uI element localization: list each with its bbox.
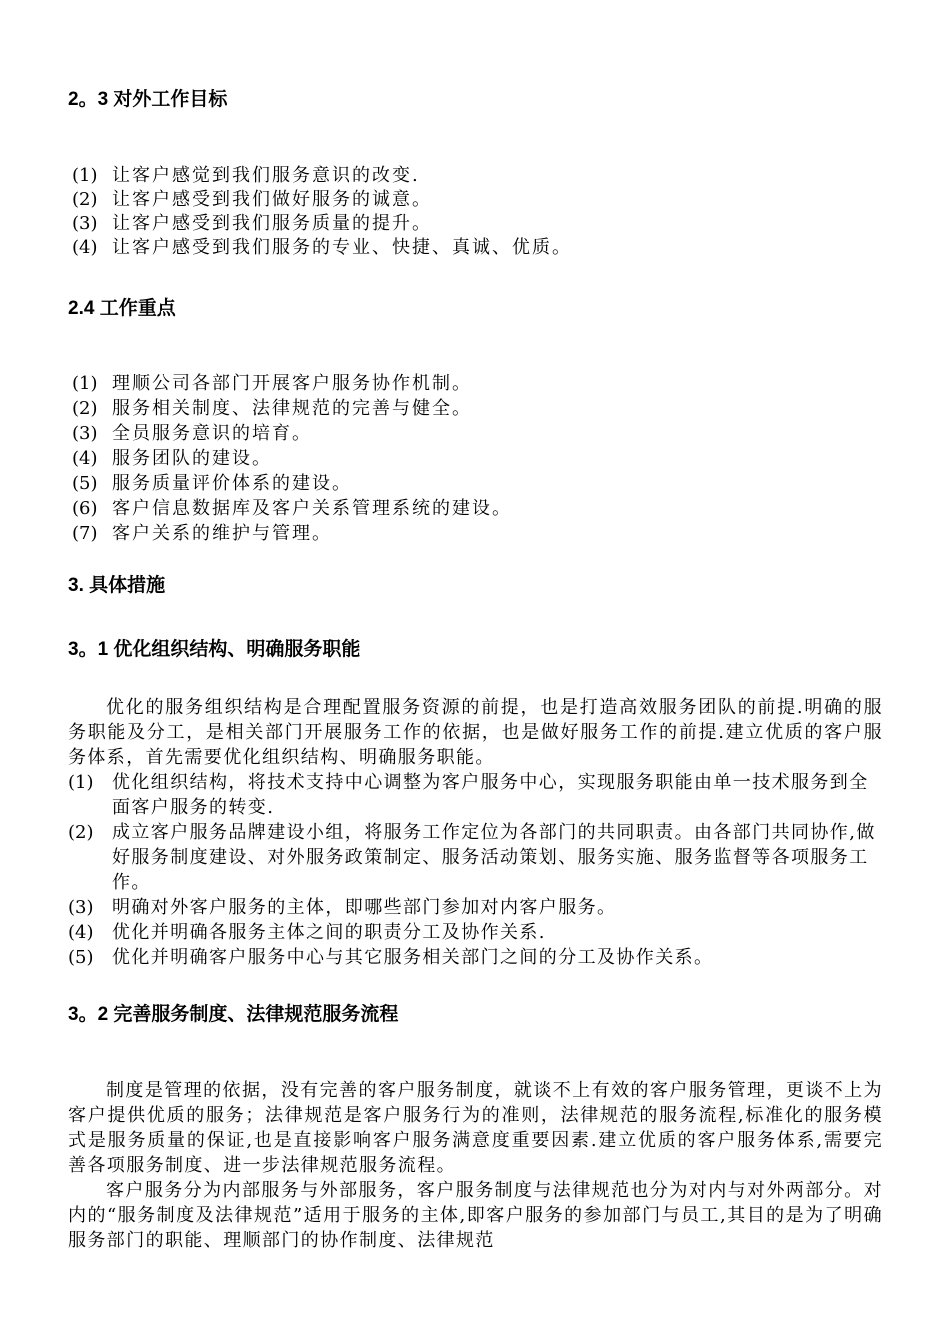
item-text: 理顺公司各部门开展客户服务协作机制。 [112,373,472,394]
list-item [68,920,883,945]
list-item [68,945,883,970]
list-item [72,472,352,496]
item-text: 明确对外客户服务的主体，即哪些部门参加对内客户服务。 [112,897,617,918]
item-text: 客户信息数据库及客户关系管理系统的建设。 [112,498,512,519]
list-item [68,770,883,820]
item-number: (4) [72,237,98,258]
item-text: 优化并明确各服务主体之间的职责分工及协作关系. [112,922,546,943]
item-number: (4) [72,448,98,469]
item-text: 成立客户服务品牌建设小组，将服务工作定位为各部门的共同职责。由各部门共同协作,做好服务制度建设、对外服务政策制定、服务活动策划、服务实施、服务监督等各项服务工作。 [112,822,876,893]
section-heading-3-2: 3。2 完善服务制度、法律规范服务流程 [68,1004,399,1025]
list-item [72,236,572,260]
paragraph: 优化的服务组织结构是合理配置服务资源的前提，也是打造高效服务团队的前提.明确的服务职能及分工，是相关部门开展服务工作的依据，也是做好服务工作的前提.建立优质的客户服务体系，首先需要优化组织结构、明确服务职能。 [68,697,883,768]
item-text: 客户关系的维护与管理。 [112,523,332,544]
paragraph: 客户服务分为内部服务与外部服务，客户服务制度与法律规范也分为对内与对外两部分。对内的“服务制度及法律规范”适用于服务的主体,即客户服务的参加部门与员工,其目的是为了明确服务部门的职能、理顺部门的协作制度、法律规范 [68,1180,883,1251]
item-number: (3) [72,213,98,234]
item-number: (3) [72,423,98,444]
item-text: 让客户感受到我们服务的专业、快捷、真诚、优质。 [112,237,572,258]
section-heading-2-4: 2.4 工作重点 [68,298,176,319]
list-item [72,397,472,421]
item-text: 让客户感觉到我们服务意识的改变. [112,165,420,186]
item-number: (3) [68,897,94,918]
item-text: 优化并明确客户服务中心与其它服务相关部门之间的分工及协作关系。 [112,947,714,968]
list-item [72,164,420,188]
item-text: 全员服务意识的培育。 [112,423,312,444]
item-number: (6) [72,498,98,519]
section-heading-3-1: 3。1 优化组织结构、明确服务职能 [68,639,361,660]
list-item [72,188,432,212]
list-item [72,497,512,521]
item-number: (1) [72,373,98,394]
item-text: 让客户感受到我们做好服务的诚意。 [112,189,432,210]
item-number: (1) [72,165,98,186]
section-heading-3: 3. 具体措施 [68,575,166,596]
list-item [72,447,272,471]
list-item [72,212,432,236]
item-number: (4) [68,922,94,943]
list-item [72,372,472,396]
list-item [68,895,883,920]
item-number: (7) [72,523,98,544]
item-text: 让客户感受到我们服务质量的提升。 [112,213,432,234]
item-text: 服务质量评价体系的建设。 [112,473,352,494]
item-text: 服务团队的建设。 [112,448,272,469]
list-item [72,522,332,546]
list-item [72,422,312,446]
section-heading-2-3: 2。3 对外工作目标 [68,89,228,110]
item-number: (5) [72,473,98,494]
item-number: (2) [72,189,98,210]
item-number: (5) [68,947,94,968]
paragraph: 制度是管理的依据，没有完善的客户服务制度，就谈不上有效的客户服务管理，更谈不上为客户提供优质的服务；法律规范是客户服务行为的准则，法律规范的服务流程,标准化的服务模式是服务质量的保证,也是直接影响客户服务满意度重要因素.建立优质的客户服务体系,需要完善各项服务制度、进一步法律规范服务流程。 [68,1080,883,1176]
item-number: (1) [68,772,94,793]
item-text: 服务相关制度、法律规范的完善与健全。 [112,398,472,419]
item-number: (2) [72,398,98,419]
item-number: (2) [68,822,94,843]
item-text: 优化组织结构，将技术支持中心调整为客户服务中心，实现服务职能由单一技术服务到全面客户服务的转变. [112,772,869,818]
list-item [68,820,883,895]
